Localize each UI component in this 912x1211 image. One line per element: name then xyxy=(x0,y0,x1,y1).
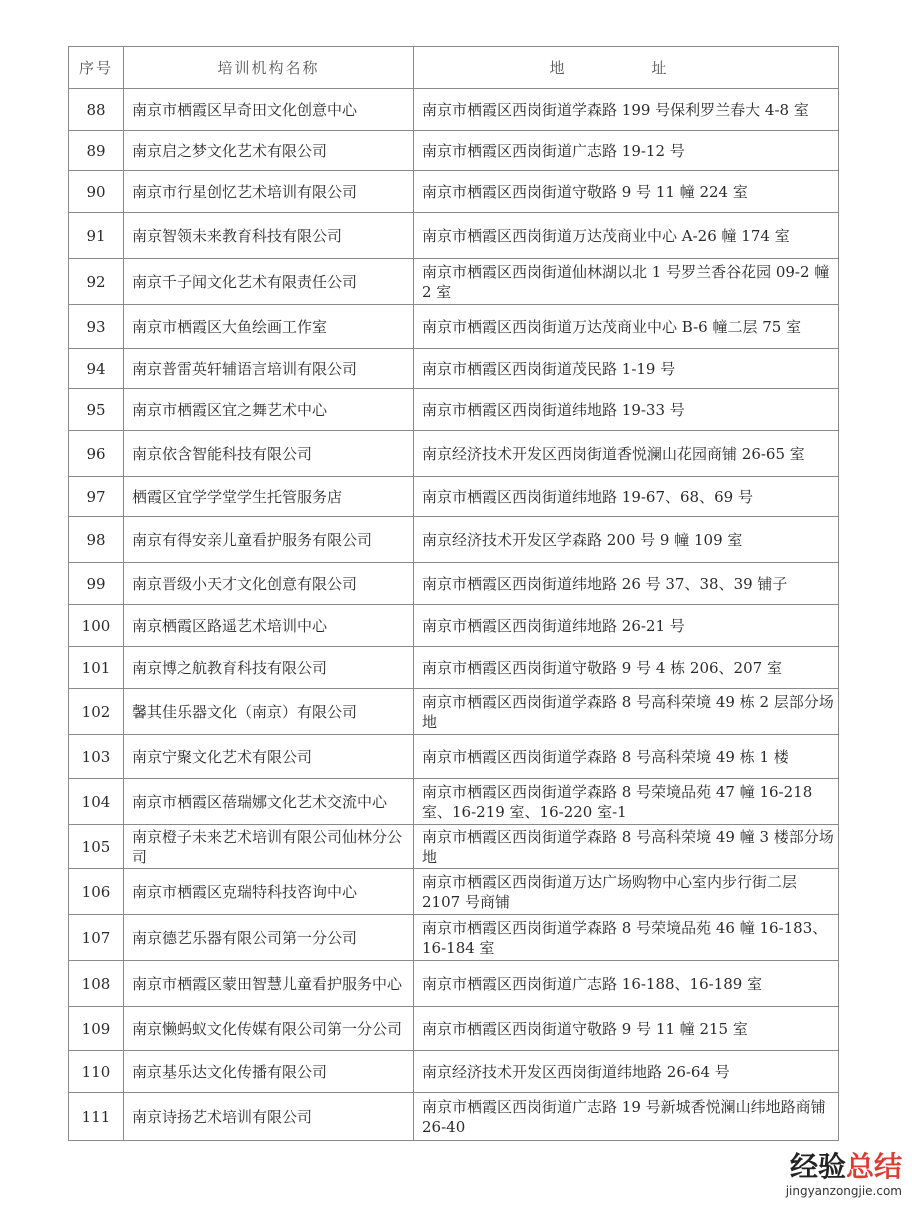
address-cell: 南京市栖霞区西岗街道纬地路 26 号 37、38、39 铺子 xyxy=(414,563,839,605)
header-index: 序号 xyxy=(69,47,124,89)
address-cell: 南京市栖霞区西岗街道纬地路 19-67、68、69 号 xyxy=(414,477,839,517)
table-row xyxy=(69,213,839,259)
row-index-cell: 89 xyxy=(69,131,124,171)
row-index-cell: 91 xyxy=(69,213,124,259)
address-cell: 南京市栖霞区西岗街道万达茂商业中心 B-6 幢二层 75 室 xyxy=(414,305,839,349)
address-cell: 南京市栖霞区西岗街道学森路 8 号高科荣境 49 幢 3 楼部分场地 xyxy=(414,825,839,869)
address-cell: 南京市栖霞区西岗街道广志路 19 号新城香悦澜山纬地路商铺 26-40 xyxy=(414,1093,839,1141)
institution-name-cell: 南京启之梦文化艺术有限公司 xyxy=(124,131,414,171)
row-index-cell: 104 xyxy=(69,779,124,825)
address-cell: 南京市栖霞区西岗街道学森路 8 号荣境品苑 47 幢 16-218 室、16-219 室、16-220 室-1 xyxy=(414,779,839,825)
row-index-cell: 105 xyxy=(69,825,124,869)
address-cell: 南京市栖霞区西岗街道纬地路 19-33 号 xyxy=(414,389,839,431)
watermark-title-accent: 总结 xyxy=(845,1150,902,1183)
table-row xyxy=(69,517,839,563)
table-row xyxy=(69,915,839,961)
table-row xyxy=(69,1051,839,1093)
row-index-cell: 99 xyxy=(69,563,124,605)
institution-name-cell: 南京智领未来教育科技有限公司 xyxy=(124,213,414,259)
institution-name-cell: 南京市栖霞区克瑞特科技咨询中心 xyxy=(124,869,414,915)
institution-name-cell: 南京市行星创忆艺术培训有限公司 xyxy=(124,171,414,213)
address-cell: 南京市栖霞区西岗街道学森路 8 号高科荣境 49 栋 2 层部分场地 xyxy=(414,689,839,735)
institution-name-cell: 南京基乐达文化传播有限公司 xyxy=(124,1051,414,1093)
address-cell: 南京市栖霞区西岗街道仙林湖以北 1 号罗兰香谷花园 09-2 幢 2 室 xyxy=(414,259,839,305)
header-institution-name: 培训机构名称 xyxy=(124,47,414,89)
row-index-cell: 96 xyxy=(69,431,124,477)
address-cell: 南京市栖霞区西岗街道守敬路 9 号 11 幢 215 室 xyxy=(414,1007,839,1051)
table-row xyxy=(69,259,839,305)
address-cell: 南京经济技术开发区西岗街道纬地路 26-64 号 xyxy=(414,1051,839,1093)
row-index-cell: 111 xyxy=(69,1093,124,1141)
address-cell: 南京市栖霞区西岗街道广志路 19-12 号 xyxy=(414,131,839,171)
address-cell: 南京市栖霞区西岗街道学森路 8 号高科荣境 49 栋 1 楼 xyxy=(414,735,839,779)
address-cell: 南京市栖霞区西岗街道茂民路 1-19 号 xyxy=(414,349,839,389)
institution-name-cell: 南京市栖霞区大鱼绘画工作室 xyxy=(124,305,414,349)
table-header-row xyxy=(69,47,839,89)
table-row xyxy=(69,131,839,171)
row-index-cell: 109 xyxy=(69,1007,124,1051)
table-row xyxy=(69,869,839,915)
table-row xyxy=(69,779,839,825)
table-row xyxy=(69,825,839,869)
institution-name-cell: 南京晋级小天才文化创意有限公司 xyxy=(124,563,414,605)
institution-name-cell: 南京德艺乐器有限公司第一分公司 xyxy=(124,915,414,961)
address-cell: 南京市栖霞区西岗街道万达茂商业中心 A-26 幢 174 室 xyxy=(414,213,839,259)
row-index-cell: 88 xyxy=(69,89,124,131)
row-index-cell: 92 xyxy=(69,259,124,305)
address-cell: 南京市栖霞区西岗街道守敬路 9 号 4 栋 206、207 室 xyxy=(414,647,839,689)
address-cell: 南京市栖霞区西岗街道万达广场购物中心室内步行街二层 2107 号商铺 xyxy=(414,869,839,915)
address-cell: 南京市栖霞区西岗街道学森路 199 号保利罗兰春大 4-8 室 xyxy=(414,89,839,131)
row-index-cell: 97 xyxy=(69,477,124,517)
table-row xyxy=(69,389,839,431)
address-cell: 南京市栖霞区西岗街道纬地路 26-21 号 xyxy=(414,605,839,647)
table-row xyxy=(69,563,839,605)
row-index-cell: 103 xyxy=(69,735,124,779)
row-index-cell: 102 xyxy=(69,689,124,735)
row-index-cell: 90 xyxy=(69,171,124,213)
institution-name-cell: 南京依含智能科技有限公司 xyxy=(124,431,414,477)
institution-name-cell: 南京市栖霞区蓓瑞娜文化艺术交流中心 xyxy=(124,779,414,825)
table-row xyxy=(69,1093,839,1141)
table-row xyxy=(69,171,839,213)
row-index-cell: 101 xyxy=(69,647,124,689)
address-cell: 南京经济技术开发区西岗街道香悦澜山花园商铺 26-65 室 xyxy=(414,431,839,477)
row-index-cell: 107 xyxy=(69,915,124,961)
institution-name-cell: 栖霞区宜学学堂学生托管服务店 xyxy=(124,477,414,517)
institution-name-cell: 馨其佳乐器文化（南京）有限公司 xyxy=(124,689,414,735)
institution-name-cell: 南京懒蚂蚁文化传媒有限公司第一分公司 xyxy=(124,1007,414,1051)
institution-name-cell: 南京诗扬艺术培训有限公司 xyxy=(124,1093,414,1141)
row-index-cell: 100 xyxy=(69,605,124,647)
address-cell: 南京市栖霞区西岗街道广志路 16-188、16-189 室 xyxy=(414,961,839,1007)
row-index-cell: 94 xyxy=(69,349,124,389)
row-index-cell: 106 xyxy=(69,869,124,915)
watermark-title-main: 经验 xyxy=(789,1150,846,1183)
table-row xyxy=(69,89,839,131)
address-cell: 南京市栖霞区西岗街道学森路 8 号荣境品苑 46 幢 16-183、16-184 室 xyxy=(414,915,839,961)
institution-name-cell: 南京博之航教育科技有限公司 xyxy=(124,647,414,689)
institution-name-cell: 南京市栖霞区宜之舞艺术中心 xyxy=(124,389,414,431)
table-row xyxy=(69,1007,839,1051)
table-row xyxy=(69,647,839,689)
header-address: 地 址 xyxy=(414,47,839,89)
row-index-cell: 93 xyxy=(69,305,124,349)
watermark-url: jingyanzongjie.com xyxy=(785,1184,902,1198)
watermark-logo-text xyxy=(742,1151,902,1183)
table-row xyxy=(69,689,839,735)
address-cell: 南京经济技术开发区学森路 200 号 9 幢 109 室 xyxy=(414,517,839,563)
institution-name-cell: 南京橙子未来艺术培训有限公司仙林分公司 xyxy=(124,825,414,869)
institution-name-cell: 南京市栖霞区蒙田智慧儿童看护服务中心 xyxy=(124,961,414,1007)
table-row xyxy=(69,735,839,779)
address-cell: 南京市栖霞区西岗街道守敬路 9 号 11 幢 224 室 xyxy=(414,171,839,213)
row-index-cell: 108 xyxy=(69,961,124,1007)
table-row xyxy=(69,605,839,647)
institution-name-cell: 南京栖霞区路遥艺术培训中心 xyxy=(124,605,414,647)
row-index-cell: 98 xyxy=(69,517,124,563)
site-watermark xyxy=(742,1151,902,1203)
row-index-cell: 110 xyxy=(69,1051,124,1093)
institution-name-cell: 南京普雷英轩辅语言培训有限公司 xyxy=(124,349,414,389)
table-row xyxy=(69,431,839,477)
institution-name-cell: 南京宁聚文化艺术有限公司 xyxy=(124,735,414,779)
table-row xyxy=(69,477,839,517)
institution-name-cell: 南京有得安亲儿童看护服务有限公司 xyxy=(124,517,414,563)
table-row xyxy=(69,305,839,349)
training-institution-table xyxy=(68,46,839,1141)
institution-name-cell: 南京千子闻文化艺术有限责任公司 xyxy=(124,259,414,305)
table-row xyxy=(69,961,839,1007)
row-index-cell: 95 xyxy=(69,389,124,431)
table-row xyxy=(69,349,839,389)
institution-name-cell: 南京市栖霞区早奇田文化创意中心 xyxy=(124,89,414,131)
